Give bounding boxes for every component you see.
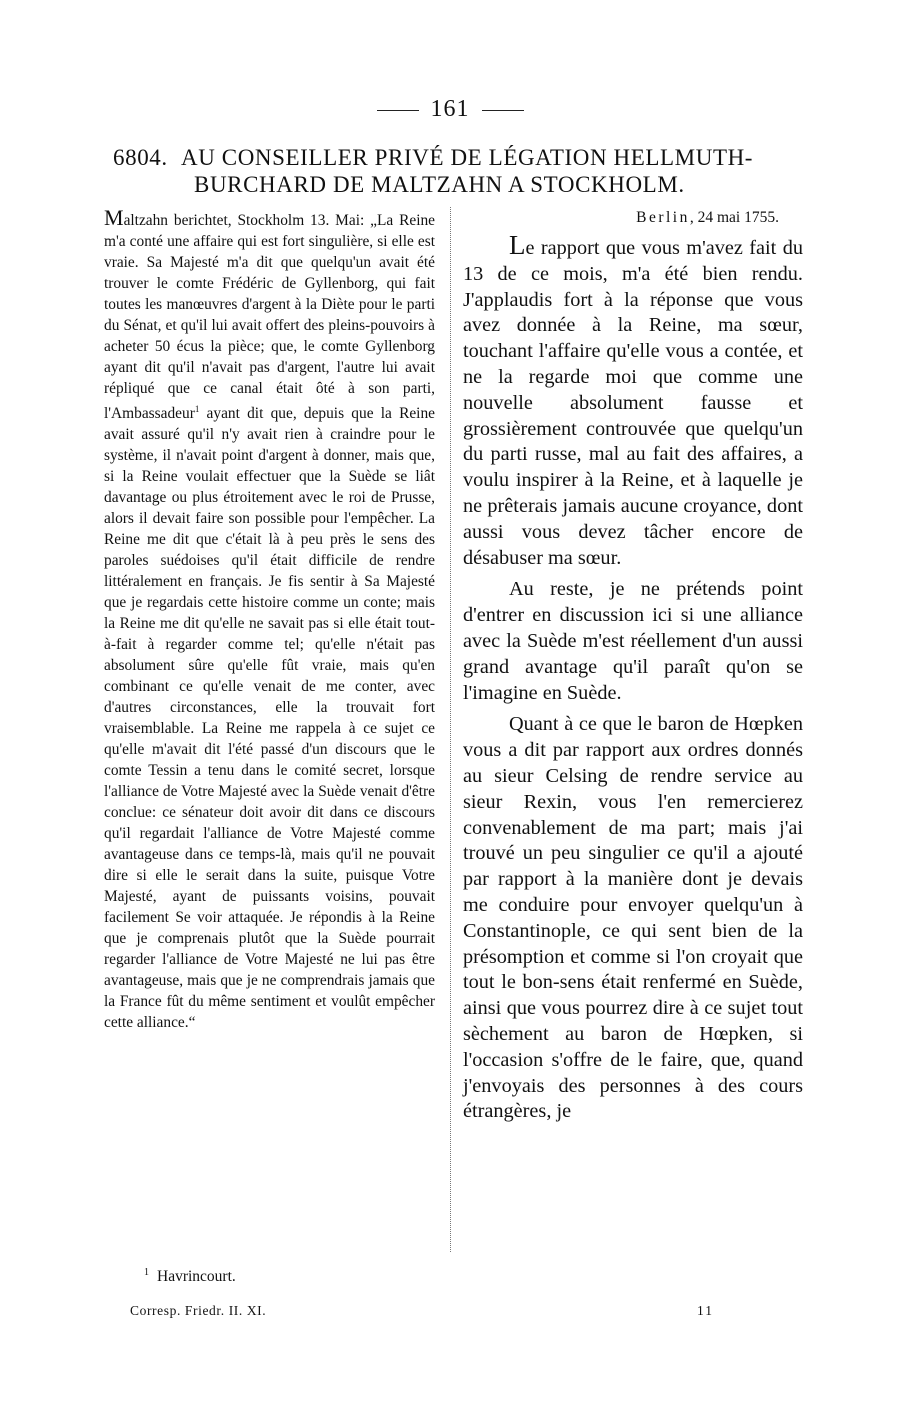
reply-paragraph-2: Au reste, je ne prétends point d'entrer en discussion ici si une alliance avec la Suède m'est réellement d'un aussi grand avantage qu'il paraît qu'on se l'imagine en Suède. bbox=[463, 578, 803, 704]
dateline-place: Berlin bbox=[636, 209, 690, 226]
footnote-reference: 1 bbox=[194, 404, 200, 414]
page-number: 161 bbox=[430, 96, 470, 122]
column-divider bbox=[450, 207, 451, 1252]
dateline bbox=[463, 207, 803, 229]
letter-title-line1 bbox=[113, 144, 793, 171]
letter-title-line2: BURCHARD DE MALTZAHN A STOCKHOLM. bbox=[194, 172, 685, 197]
maltzahn-report-text-a: altzahn berichtet, Stockholm 13. Mai: „La Reine m'a conté une affaire qui est fort singulière, si elle est vraie. Sa Majesté m'a dit que quelqu'un avait été trouver le comte Frédéric de Gyllenborg, qui fait toutes les manœuvres d'argent à la Diète pour le parti du Sénat, et qu'il lui avait offert des pleins-pouvoirs à acheter 50 écus la pièce; que, le comte Gyllenborg ayant dit qu'il n'avait pas d'argent, l'autre lui avait répliqué que ce canal était ôté à son parti, l'Ambassadeur bbox=[104, 212, 435, 423]
right-initial-letter: L bbox=[509, 230, 526, 260]
king-reply-column bbox=[463, 207, 803, 1125]
letter-title-text1: AU CONSEILLER PRIVÉ DE LÉGATION HELLMUTH- bbox=[181, 145, 754, 170]
reply-paragraph-1 bbox=[463, 230, 803, 571]
reply-paragraph-3: Quant à ce que le baron de Hœpken vous a dit par rapport aux ordres donnés au sieur Celsing de rendre service au sieur Rexin, vous l'en remercierez convenablement de ma part; mais j'ai trouvé un peu singulier ce qu'il a ajouté par rapport à la manière dont je devais me conduire pour envoyer quelqu'un à Constantinople, ce qui sent bien de la présomption et comme si l'on croyait que tout le bon-sens était renfermé en Suède, ainsi que vous pourrez dire à ce sujet tout sèchement au baron de Hœpken, si l'occasion s'offre de le faire, que, quand j'envoyais des personnes à des cours étrangères, je bbox=[463, 713, 803, 1123]
signature-number: 11 bbox=[697, 1303, 714, 1318]
signature-line: Corresp. Friedr. II. XI. bbox=[130, 1303, 267, 1318]
reply-paragraph-1-text: e rapport que vous m'avez fait du 13 de ce mois, m'a été bien rendu. J'applaudis fort à la réponse que vous avez donnée à la Reine, ma sœur, touchant l'affaire qu'elle vous a contée, et ne la regarde moi que comme une nouvelle absolument fausse et grossièrement controuvée que quelqu'un du parti russe, mal au fait des affaires, a voulu inspirer à la Reine, et à laquelle je ne prêterais jamais aucune croyance, dont aussi vous devez tâcher encore de désabuser ma sœur. bbox=[463, 237, 803, 569]
left-initial-letter: M bbox=[104, 205, 124, 230]
maltzahn-report-column bbox=[104, 207, 435, 1033]
page-number-header bbox=[0, 96, 900, 123]
letter-number: 6804. bbox=[113, 145, 168, 170]
footnote bbox=[144, 1267, 236, 1286]
header-rule-right bbox=[482, 110, 524, 111]
maltzahn-report-paragraph bbox=[104, 207, 435, 1033]
footnote-mark: 1 bbox=[144, 1267, 149, 1278]
letter-title bbox=[113, 144, 793, 198]
footnote-text: Havrincourt. bbox=[157, 1268, 236, 1286]
header-rule-left bbox=[377, 110, 419, 111]
maltzahn-report-text-b: ayant dit que, depuis que la Reine avait assuré qu'il n'y avait rien à craindre pour le système, il n'avait point d'argent à donner, mais que, si la Reine voulait effectuer que la Suède se liât davantage ou plus étroitement avec le roi de Prusse, alors il devait faire son possible pour l'empêcher. La Reine me dit que c'était là à peu près le sens des paroles suédoises qu'il était difficile de rendre littéralement en français. Je fis sentir à Sa Majesté que je regardais cette histoire comme un conte; mais la Reine me dit qu'elle ne savait pas si elle était tout-à-fait à regarder comme tel; qu'elle n'était pas absolument sûre qu'elle fût vraie, mais qu'en combinant ce qu'elle venait de me conter, avec d'autres circonstances, elle la trouvait fort vraisemblable. La Reine me rappela à ce sujet ce qu'elle m'avait dit l'été passé d'un discours que le comte Tessin a tenu dans le comité secret, lorsque l'alliance de Votre Majesté avec la Suède venait d'être conclue: ce sénateur doit avoir dit dans ce discours qu'il regardait l'alliance de Votre Majesté comme avantageuse dans ce temps-là, mais qu'il ne pouvait dire si elle le serait dans la suite, puisque Votre Majesté, ayant de puissants voisins, pouvait facilement Se voir attaquée. Je répondis à la Reine que je comprenais plutôt que la Suède pourrait regarder l'alliance de Votre Majesté ne lui pas être avantageuse, mais que je ne comprendrais jamais que la France fût du même sentiment et voulût empêcher cette alliance.“ bbox=[104, 405, 435, 1032]
dateline-date: , 24 mai 1755. bbox=[689, 209, 779, 226]
